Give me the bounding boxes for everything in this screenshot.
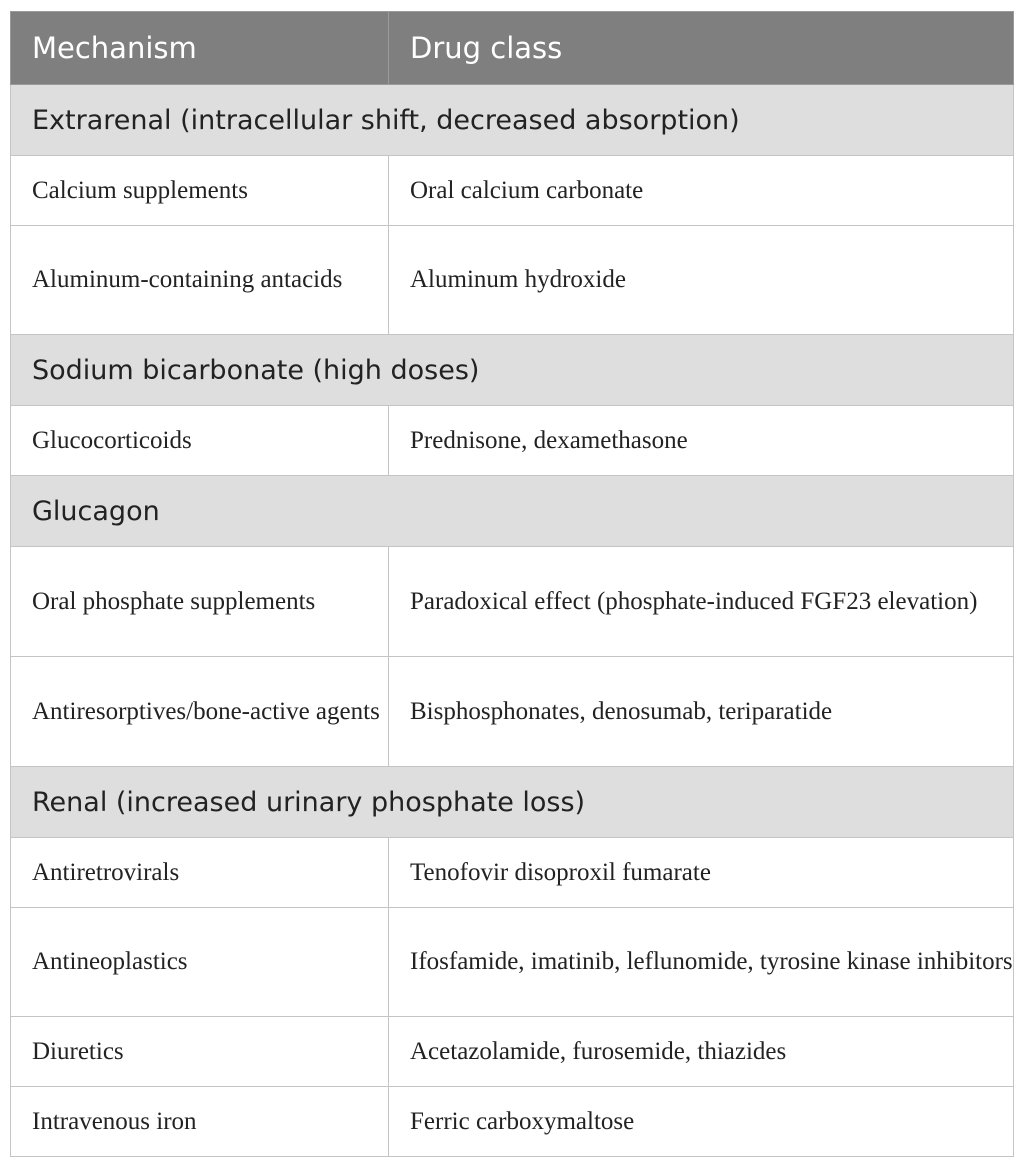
drug-class-cell: Prednisone, dexamethasone (389, 406, 1014, 476)
mechanism-cell: Antiretrovirals (11, 838, 389, 908)
mechanism-cell: Antiresorptives/bone-active agents (11, 657, 389, 767)
section-title: Sodium bicarbonate (high doses) (11, 335, 1014, 406)
table-row (11, 908, 1014, 1017)
drug-class-cell: Oral calcium carbonate (389, 156, 1014, 226)
table-body (11, 85, 1014, 1157)
drug-class-cell: Acetazolamide, furosemide, thiazides (389, 1017, 1014, 1087)
section-row (11, 767, 1014, 838)
mechanism-cell: Oral phosphate supplements (11, 547, 389, 657)
drug-class-cell: Tenofovir disoproxil fumarate (389, 838, 1014, 908)
table-row (11, 156, 1014, 226)
drug-class-cell: Ferric carboxymaltose (389, 1087, 1014, 1157)
drug-class-cell: Ifosfamide, imatinib, leflunomide, tyrosine kinase inhibitors (389, 908, 1014, 1017)
table-row (11, 838, 1014, 908)
section-row (11, 85, 1014, 156)
mechanism-cell: Calcium supplements (11, 156, 389, 226)
section-title: Glucagon (11, 476, 1014, 547)
table-row (11, 657, 1014, 767)
section-title: Renal (increased urinary phosphate loss) (11, 767, 1014, 838)
mechanism-cell: Glucocorticoids (11, 406, 389, 476)
mechanism-cell: Diuretics (11, 1017, 389, 1087)
table-row (11, 406, 1014, 476)
header-mechanism: Mechanism (11, 12, 389, 85)
section-title: Extrarenal (intracellular shift, decreased absorption) (11, 85, 1014, 156)
header-row (11, 12, 1014, 85)
mechanism-cell: Antineoplastics (11, 908, 389, 1017)
drug-class-cell: Aluminum hydroxide (389, 226, 1014, 335)
table-row (11, 1017, 1014, 1087)
mechanism-cell: Aluminum-containing antacids (11, 226, 389, 335)
table-row (11, 1087, 1014, 1157)
header-drug-class: Drug class (389, 12, 1014, 85)
table-row (11, 547, 1014, 657)
drug-mechanism-table (10, 11, 1014, 1157)
section-row (11, 476, 1014, 547)
drug-class-cell: Paradoxical effect (phosphate-induced FGF23 elevation) (389, 547, 1014, 657)
table-row (11, 226, 1014, 335)
drug-class-cell: Bisphosphonates, denosumab, teriparatide (389, 657, 1014, 767)
mechanism-cell: Intravenous iron (11, 1087, 389, 1157)
section-row (11, 335, 1014, 406)
